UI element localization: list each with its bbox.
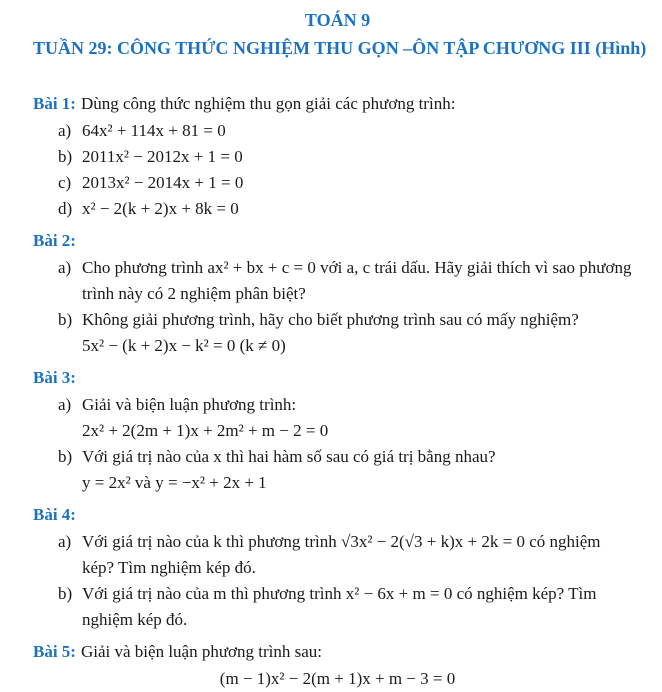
problem-1-item-c	[58, 170, 642, 196]
doc-title-week: TUẦN 29: CÔNG THỨC NGHIỆM THU GỌN –ÔN TẬP CHƯƠNG III (Hình)	[33, 38, 647, 58]
problem-3-item-b	[58, 444, 642, 496]
item-text: Giải và biện luận phương trình:	[82, 395, 297, 414]
problem-2-item-a	[58, 255, 642, 307]
equation: 5x² − (k + 2)x − k² = 0 (k ≠ 0)	[82, 336, 286, 355]
problem-5-label: Bài 5:	[33, 642, 76, 661]
equation: 64x² + 114x + 81 = 0	[82, 121, 226, 140]
equation: 2013x² − 2014x + 1 = 0	[82, 173, 244, 192]
problem-1-item-d	[58, 196, 642, 222]
problem-2	[33, 229, 642, 359]
problem-2-item-b	[58, 307, 642, 359]
equation: 2x² + 2(2m + 1)x + 2m² + m − 2 = 0	[82, 421, 329, 440]
problem-2-label: Bài 2:	[33, 231, 76, 250]
item-text: Không giải phương trình, hãy cho biết phương trình sau có mấy nghiệm?	[82, 310, 579, 329]
item-text: Với giá trị nào của k thì phương trình √3x² − 2(√3 + k)x + 2k = 0 có nghiệm	[82, 532, 601, 551]
item-text: Với giá trị nào của x thì hai hàm số sau có giá trị bằng nhau?	[82, 447, 496, 466]
item-marker: a)	[58, 532, 72, 551]
problem-4-item-b	[58, 581, 642, 633]
problem-1-items	[58, 118, 642, 222]
item-marker: a)	[58, 121, 72, 140]
item-marker: a)	[58, 395, 72, 414]
item-marker: b)	[58, 310, 73, 329]
problem-5-equation: (m − 1)x² − 2(m + 1)x + m − 3 = 0	[219, 669, 456, 688]
equation: 2011x² − 2012x + 1 = 0	[82, 147, 243, 166]
problem-2-heading	[33, 229, 642, 252]
problem-4-label: Bài 4:	[33, 505, 76, 524]
problem-1-label: Bài 1:	[33, 94, 76, 113]
item-text: Cho phương trình ax² + bx + c = 0 với a, c trái dấu. Hãy giải thích vì sao phương	[82, 258, 632, 277]
problem-4	[33, 503, 642, 633]
item-marker: b)	[58, 584, 73, 603]
item-marker: a)	[58, 258, 72, 277]
problem-3-heading	[33, 366, 642, 389]
item-text: kép? Tìm nghiệm kép đó.	[82, 558, 256, 577]
item-marker: b)	[58, 147, 73, 166]
problem-5-intro: Giải và biện luận phương trình sau:	[80, 642, 323, 661]
item-text: Với giá trị nào của m thì phương trình x² − 6x + m = 0 có nghiệm kép? Tìm	[82, 584, 597, 603]
problem-1-intro: Dùng công thức nghiệm thu gọn giải các phương trình:	[80, 94, 456, 113]
item-text: trình này có 2 nghiệm phân biệt?	[82, 284, 306, 303]
problem-4-heading	[33, 503, 642, 526]
problem-4-item-a	[58, 529, 642, 581]
problem-5-heading	[33, 640, 642, 663]
item-marker: b)	[58, 447, 73, 466]
problem-1-item-a	[58, 118, 642, 144]
problem-1-heading	[33, 92, 642, 115]
problem-1-item-b	[58, 144, 642, 170]
problem-1	[33, 92, 642, 222]
equation: x² − 2(k + 2)x + 8k = 0	[82, 199, 239, 218]
problem-3-items	[58, 392, 642, 496]
document-header	[33, 6, 647, 62]
problem-3-item-a	[58, 392, 642, 444]
item-marker: c)	[58, 173, 72, 192]
item-marker: d)	[58, 199, 73, 218]
problem-2-items	[58, 255, 642, 359]
problem-3-label: Bài 3:	[33, 368, 76, 387]
equation: y = 2x² và y = −x² + 2x + 1	[82, 473, 267, 492]
item-text: nghiệm kép đó.	[82, 610, 188, 629]
problem-4-items	[58, 529, 642, 633]
problem-5	[33, 640, 642, 692]
problem-3	[33, 366, 642, 496]
doc-title-course: TOÁN 9	[304, 10, 371, 30]
